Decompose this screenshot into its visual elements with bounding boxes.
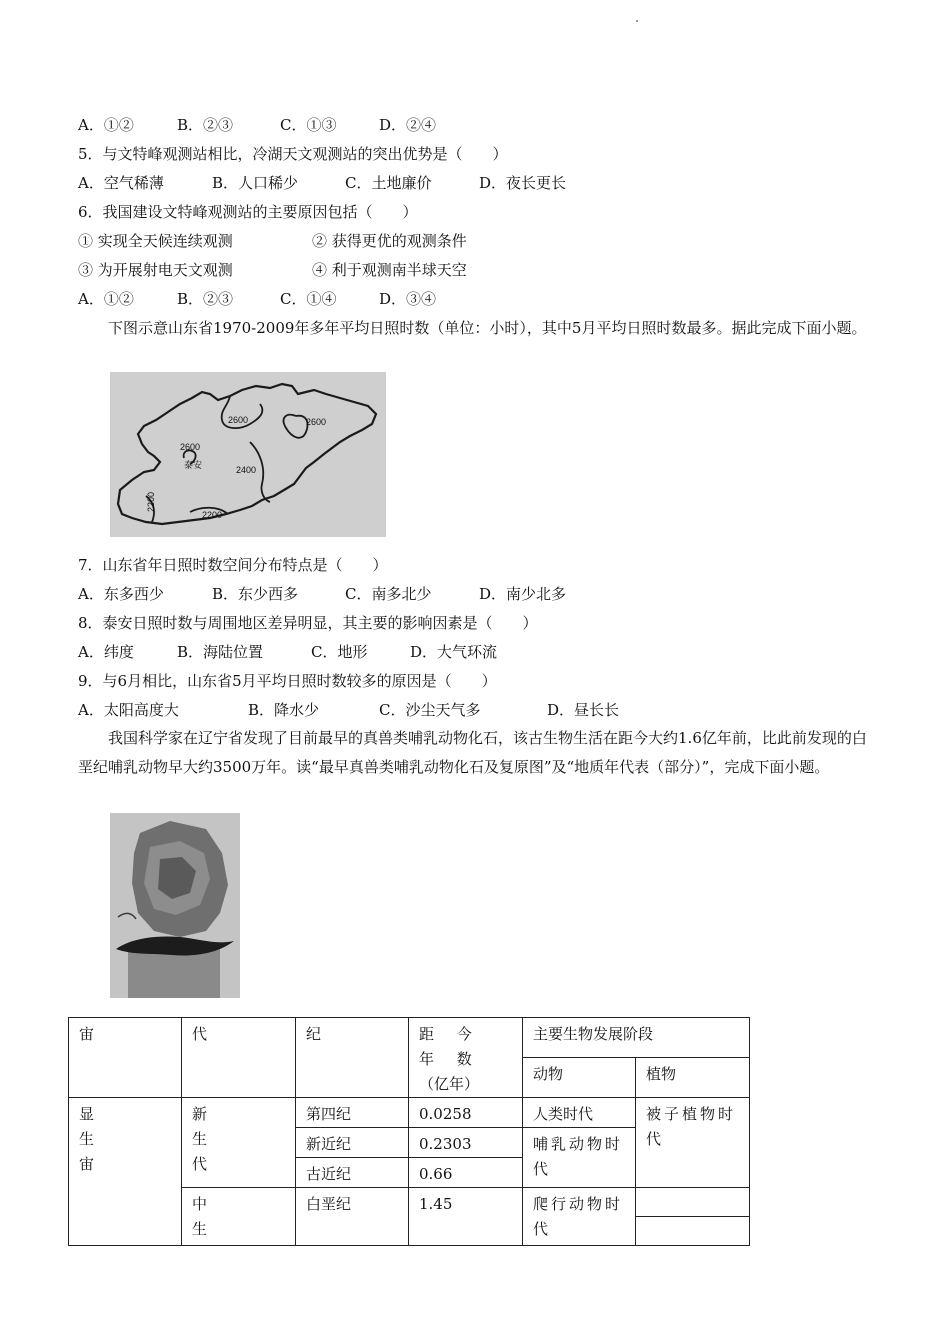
header-years-label: 距 今 年 数 — [419, 1025, 481, 1068]
years-paleogene: 0.66 — [409, 1158, 523, 1188]
q6-item-1: ① 实现全天候连续观测 — [78, 232, 233, 250]
period-neogene: 新近纪 — [296, 1128, 409, 1158]
shandong-sunshine-map — [110, 372, 386, 537]
q9-option-c: C．沙尘天气多 — [379, 701, 481, 719]
q4-option-b: B．②③ — [177, 116, 234, 134]
q6-item-3: ③ 为开展射电天文观测 — [78, 261, 233, 279]
header-stage: 主要生物发展阶段 — [523, 1018, 750, 1058]
q6-option-a: A．①② — [78, 290, 134, 308]
q9-stem: 9．与6月相比，山东省5月平均日照时数较多的原因是（ ） — [78, 672, 497, 690]
map-label-2200-west: 2200 — [146, 491, 156, 512]
era-char: 生 — [192, 1220, 208, 1238]
q8-option-c: C．地形 — [311, 643, 368, 661]
header-period: 纪 — [296, 1018, 409, 1098]
fossil-picture — [110, 813, 240, 998]
province-border — [118, 384, 376, 524]
q9-option-b: B．降水少 — [248, 701, 320, 719]
intro-shandong: 下图示意山东省1970-2009年多年平均日照时数（单位：小时），其中5月平均日照时数最多。据此完成下面小题。 — [108, 319, 867, 337]
q9-options — [78, 700, 619, 720]
years-cretaceous: 1.45 — [409, 1188, 523, 1246]
q6-items-row2 — [78, 260, 467, 280]
q6-item-4: ④ 利于观测南半球天空 — [312, 261, 467, 279]
header-years-unit: （亿年） — [419, 1075, 480, 1093]
eon-char: 显 — [79, 1105, 95, 1123]
plant-angiosperm-age: 被子植物时代 — [636, 1098, 750, 1188]
q6-item-2: ② 获得更优的观测条件 — [312, 232, 467, 250]
q6-items-row1 — [78, 231, 467, 251]
era-char: 生 — [192, 1130, 208, 1148]
plant-empty-top — [636, 1188, 750, 1217]
q4-option-a: A．①② — [78, 116, 134, 134]
era-char: 新 — [192, 1105, 208, 1123]
q5-stem: 5．与文特峰观测站相比，冷湖天文观测站的突出优势是（ ） — [78, 145, 508, 163]
header-animals: 动物 — [523, 1058, 636, 1098]
isoline-2600-east — [284, 415, 308, 438]
eon-char: 生 — [79, 1130, 95, 1148]
period-quaternary: 第四纪 — [296, 1098, 409, 1128]
q5-option-c: C．土地廉价 — [345, 174, 432, 192]
years-quaternary: 0.0258 — [409, 1098, 523, 1128]
period-paleogene: 古近纪 — [296, 1158, 409, 1188]
q5-options — [78, 173, 566, 193]
era-mesozoic — [182, 1188, 296, 1246]
q8-option-d: D．大气环流 — [410, 643, 498, 661]
animal-reptile-age: 爬行动物时代 — [523, 1188, 636, 1246]
q7-option-b: B．东少西多 — [212, 585, 299, 603]
geological-time-table — [68, 1017, 750, 1246]
q6-option-b: B．②③ — [177, 290, 234, 308]
period-cretaceous: 白垩纪 — [296, 1188, 409, 1246]
era-char: 代 — [192, 1155, 208, 1173]
animal-human-age: 人类时代 — [523, 1098, 636, 1128]
map-label-2400: 2400 — [236, 465, 257, 475]
map-label-2600-taian: 2600 — [180, 442, 201, 452]
q7-option-a: A．东多西少 — [78, 585, 164, 603]
q7-options — [78, 584, 566, 604]
q5-option-d: D．夜长更长 — [479, 174, 567, 192]
header-years — [409, 1018, 523, 1098]
map-outline — [110, 372, 386, 537]
q8-option-b: B．海陆位置 — [177, 643, 264, 661]
map-label-2600-east: 2600 — [306, 417, 327, 427]
animal-mammal-age: 哺乳动物时代 — [523, 1128, 636, 1188]
plant-empty-bottom — [636, 1217, 750, 1246]
q6-option-c: C．①④ — [280, 290, 337, 308]
q8-options — [78, 642, 497, 662]
header-era: 代 — [182, 1018, 296, 1098]
q4-option-c: C．①③ — [280, 116, 337, 134]
eon-char: 宙 — [79, 1155, 95, 1173]
q9-option-a: A．太阳高度大 — [78, 701, 179, 719]
scan-dot — [636, 20, 638, 22]
q9-option-d: D．昼长长 — [547, 701, 620, 719]
map-label-taian: 泰安 — [184, 461, 203, 471]
map-label-2200-south: 2200 — [202, 510, 223, 520]
years-neogene: 0.2303 — [409, 1128, 523, 1158]
intro-fossil: 我国科学家在辽宁省发现了目前最早的真兽类哺乳动物化石，该古生物生活在距今大约1.6亿年前，比此前发现的白垩纪哺乳动物早大约3500万年。读“最早真兽类哺乳动物化石及复原图”及“地质年代表（部分）”，完成下面小题。 — [78, 729, 867, 776]
q4-options — [78, 115, 436, 135]
q7-stem: 7．山东省年日照时数空间分布特点是（ ） — [78, 556, 388, 574]
q4-option-d: D．②④ — [379, 116, 437, 134]
q7-option-d: D．南少北多 — [479, 585, 567, 603]
q6-options — [78, 289, 436, 309]
header-eon: 宙 — [69, 1018, 182, 1098]
q8-option-a: A．纬度 — [78, 643, 134, 661]
header-plants: 植物 — [636, 1058, 750, 1098]
q5-option-a: A．空气稀薄 — [78, 174, 164, 192]
q6-stem: 6．我国建设文特峰观测站的主要原因包括（ ） — [78, 203, 418, 221]
map-label-2600-north: 2600 — [228, 415, 249, 425]
q5-option-b: B．人口稀少 — [212, 174, 299, 192]
era-char: 中 — [192, 1195, 208, 1213]
q7-option-c: C．南多北少 — [345, 585, 432, 603]
era-cenozoic — [182, 1098, 296, 1188]
q8-stem: 8．泰安日照时数与周围地区差异明显，其主要的影响因素是（ ） — [78, 614, 538, 632]
q6-option-d: D．③④ — [379, 290, 437, 308]
eon-phanerozoic — [69, 1098, 182, 1246]
fossil-reconstruction-image — [110, 813, 240, 998]
